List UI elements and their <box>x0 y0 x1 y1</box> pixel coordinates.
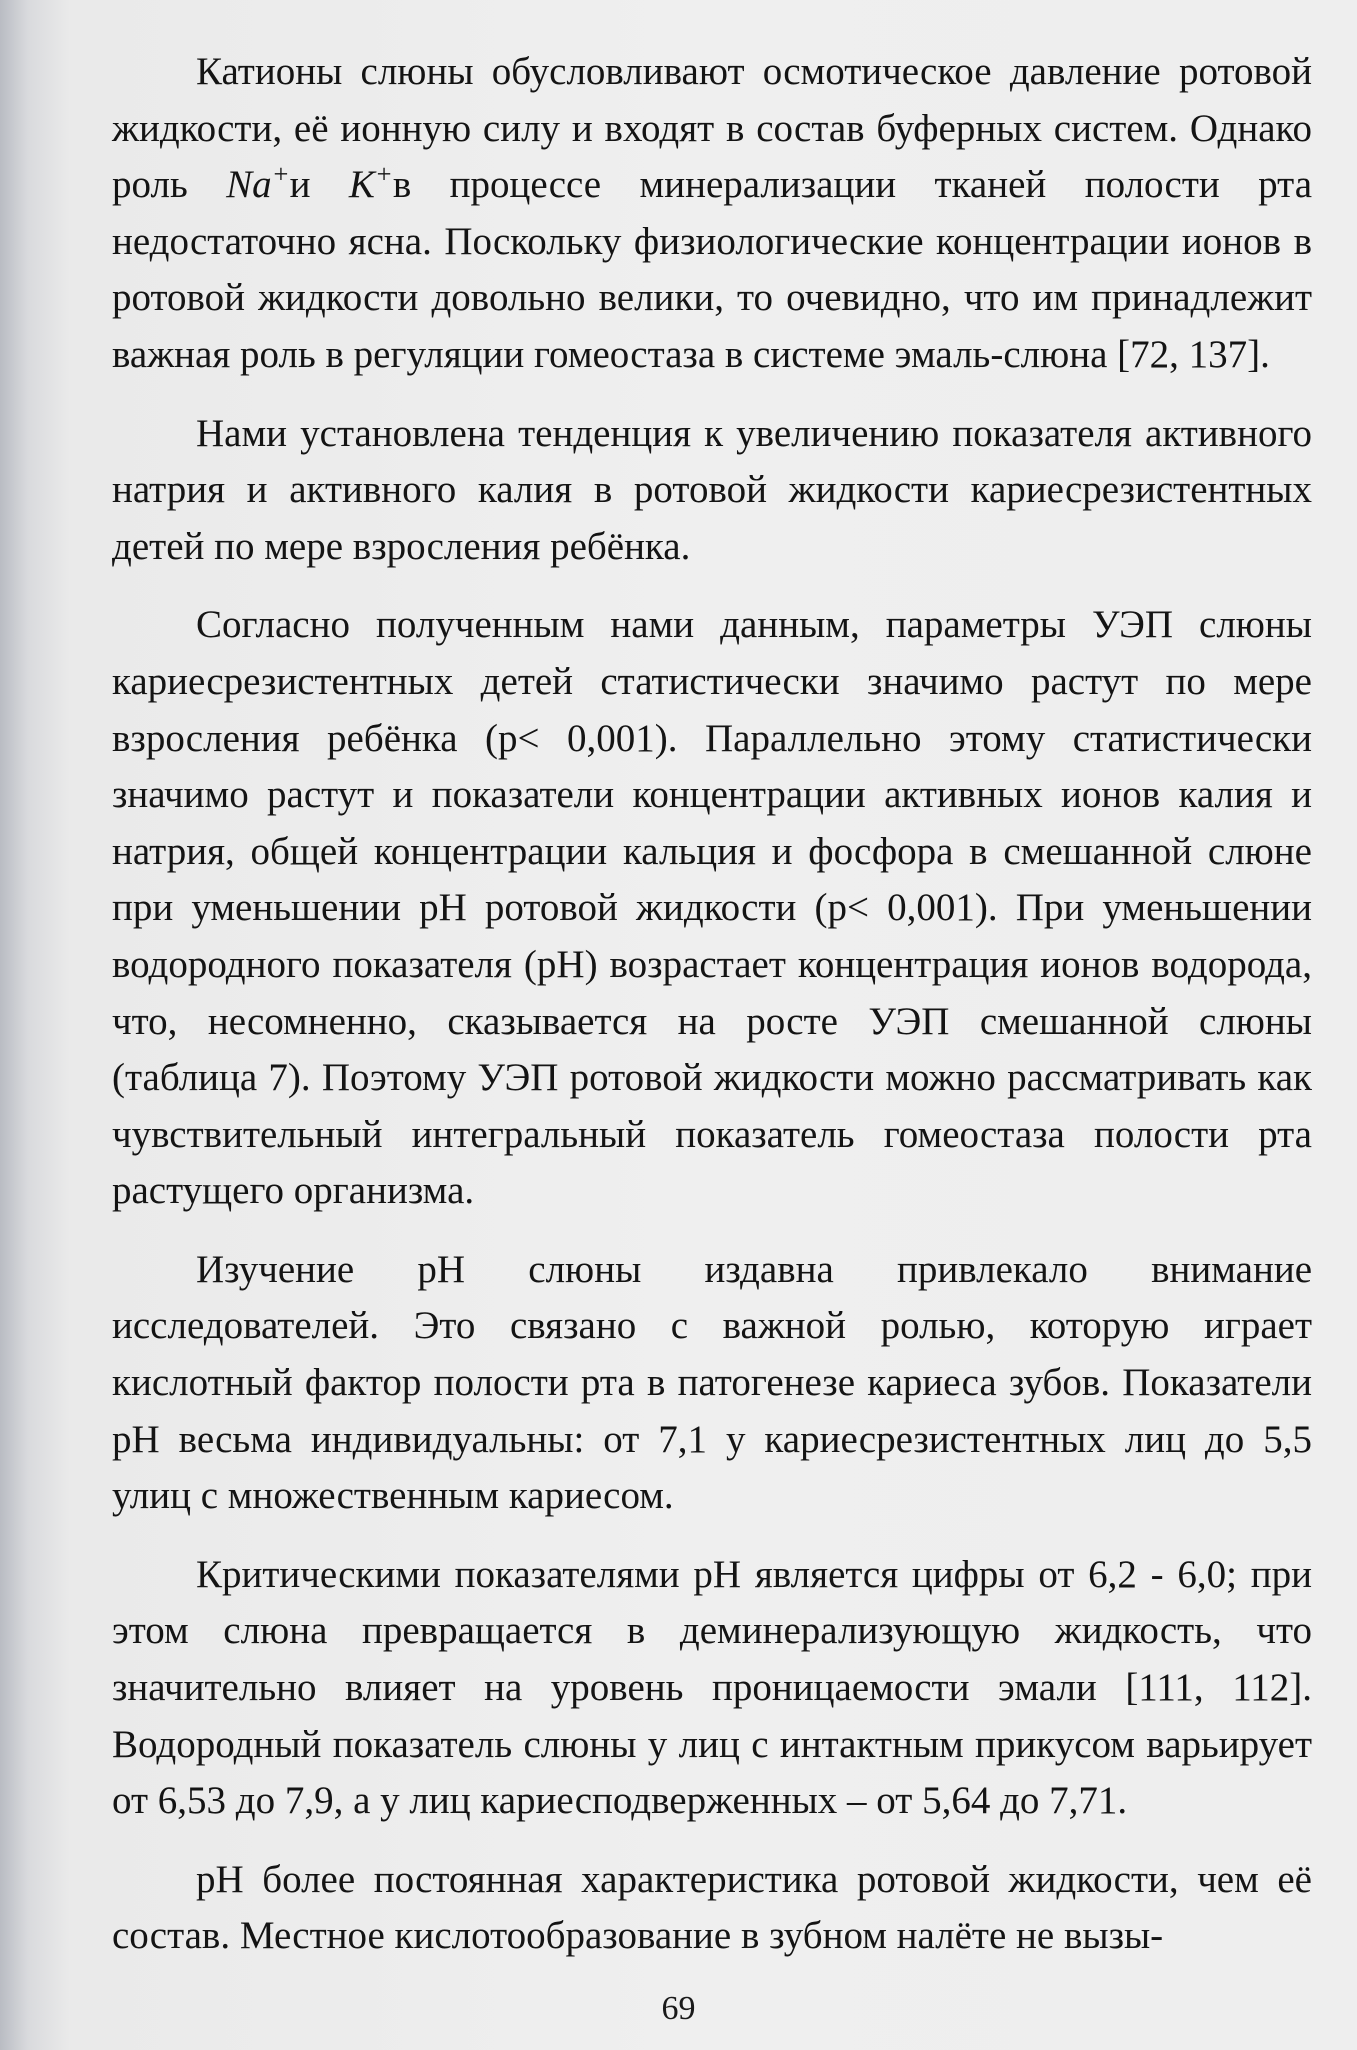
paragraph-2: Нами установлена тенденция к увеличению показателя активного натрия и активного калия в ротовой жидкости кариесрезистентных детей по мере взросления ребёнка. <box>112 411 1312 568</box>
paragraph-6: pH более постоянная характеристика ротовой жидкости, чем её состав. Местное кислотообразование в зубном налёте не вызы- <box>112 1857 1312 1958</box>
paragraph-3: Согласно полученным нами данным, параметры УЭП слюны кариесрезистентных детей статистически значимо растут по мере взросления ребёнка (p< 0,001). Параллельно этому статистически значимо растут и показатели концентрации активных ионов калия и натрия, общей концентрации кальция и фосфора в смешанной слюне при уменьшении pH ротовой жидкости (p< 0,001). При уменьшении водородного показателя (pH) возрастает концентрация ионов водорода, что, несомненно, сказывается на росте УЭП смешанной слюны (таблица 7). Поэтому УЭП ротовой жидкости можно рассматривать как чувствительный интегральный показатель гомеостаза полости рта растущего организма. <box>112 603 1312 1213</box>
page-number: 69 <box>661 1990 696 2027</box>
sodium-ion: Na+ <box>226 158 290 207</box>
potassium-ion: K+ <box>348 158 393 207</box>
body-text <box>112 44 1312 1987</box>
paragraph-4: Изучение pH слюны издавна привлекало внимание исследователей. Это связано с важной ролью, которую играет кислотный фактор полости рта в патогенезе кариеса зубов. Показатели pH весьма индивидуальны: от 7,1 у кариесрезистентных лиц до 5,5 улиц с множественным кариесом. <box>112 1247 1312 1518</box>
paragraph-1: Катионы слюны обусловливают осмотическое давление ротовой жидкости, её ионную силу и входят в состав буферных систем. Однако роль Na+и K+в процессе минерализации тканей полости рта недостаточно ясна. Поскольку физиологические концентрации ионов в ротовой жидкости довольно велики, то очевидно, что им принадлежит важная роль в регуляции гомеостаза в системе эмаль-слюна [72, 137]. <box>112 50 1312 376</box>
paragraph-5: Критическими показателями pH является цифры от 6,2 - 6,0; при этом слюна превращается в деминерализующую жидкость, что значительно влияет на уровень проницаемости эмали [111, 112]. Водородный показатель слюны у лиц с интактным прикусом варьирует от 6,53 до 7,9, а у лиц кариесподверженных – от 5,64 до 7,71. <box>112 1552 1312 1823</box>
